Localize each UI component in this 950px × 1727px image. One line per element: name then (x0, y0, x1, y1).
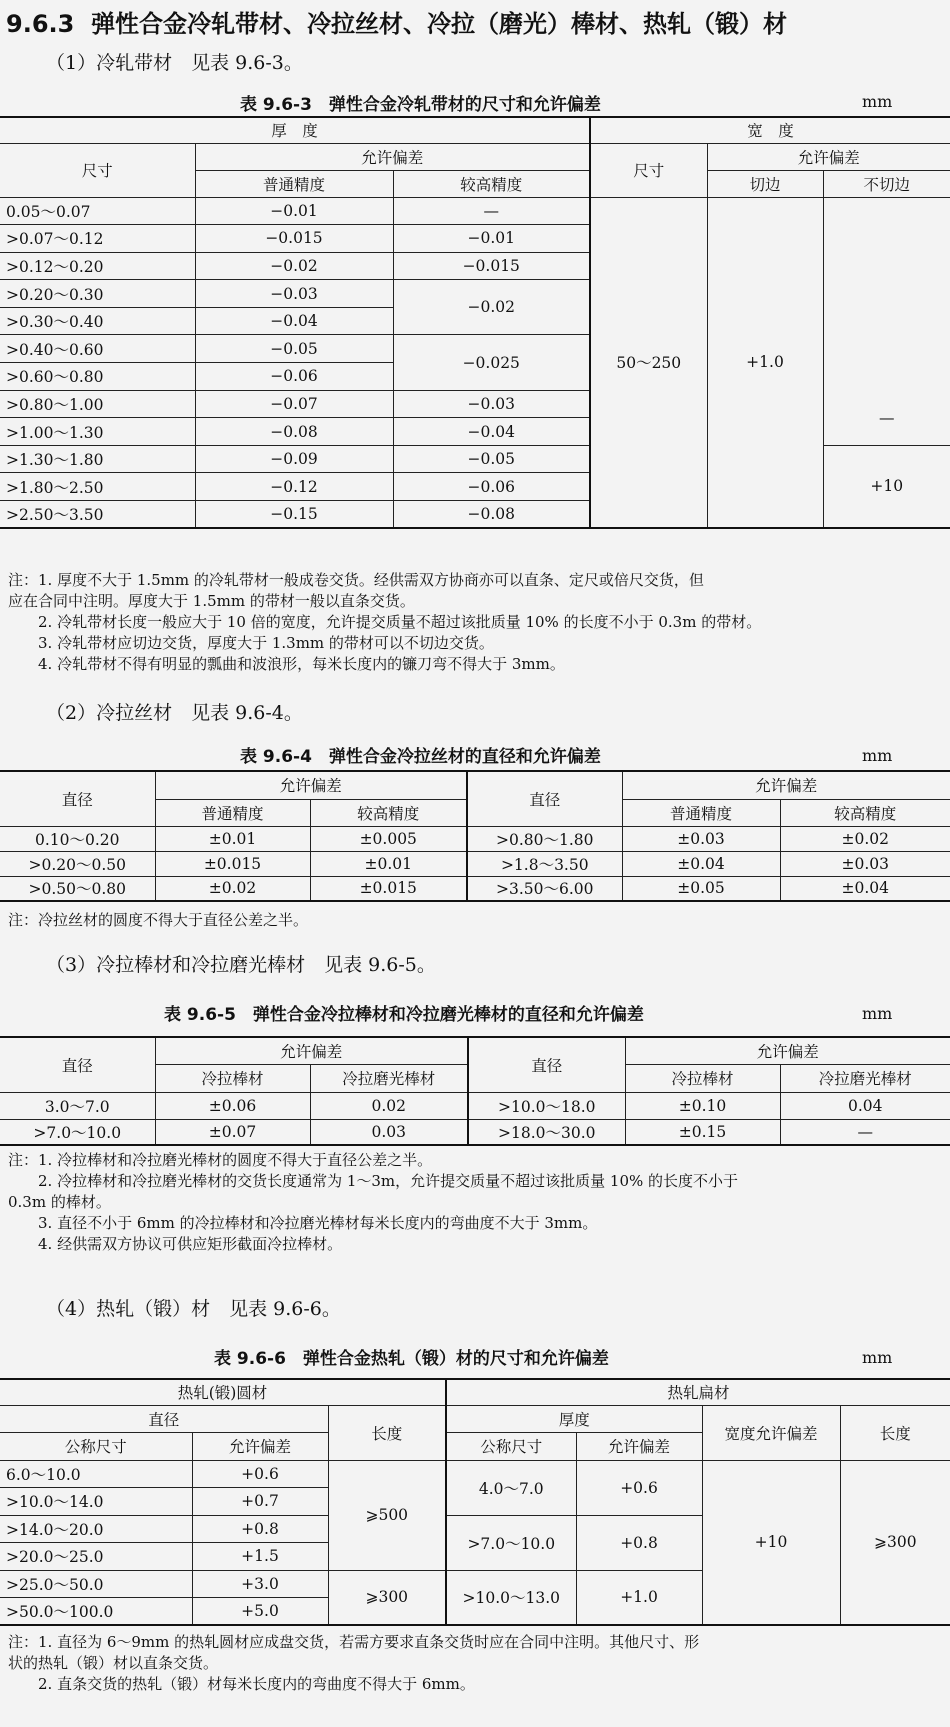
note-line: 0.3m 的棒材。 (8, 1193, 111, 1211)
cell-round-size: >14.0～20.0 (0, 1515, 192, 1543)
cell-round-size: 6.0～10.0 (0, 1460, 192, 1488)
th-diameter-2: 直径 (467, 771, 622, 826)
cell-length-2: ⩾300 (840, 1460, 950, 1625)
cell-high: −0.015 (393, 252, 590, 280)
cell-size: >0.60～0.80 (0, 363, 195, 391)
cell-high: — (393, 197, 590, 225)
note-line: 注：1. 厚度不大于 1.5mm 的冷轧带材一般成卷交货。经供需双方协商亦可以直条、定尺或倍尺交货，但 (8, 571, 704, 589)
cell-flat-tol: +0.6 (576, 1460, 702, 1515)
th-cut: 切边 (707, 170, 823, 197)
cell-round-size: >25.0～50.0 (0, 1570, 192, 1598)
cell-normal: ±0.01 (155, 826, 310, 851)
cell-high: −0.03 (393, 390, 590, 418)
cell-normal: −0.02 (195, 252, 393, 280)
note-line: 2. 冷轧带材长度一般应大于 10 倍的宽度，允许提交质量不超过该批质量 10% 的长度不小于 0.3m 的带材。 (38, 613, 762, 631)
th-width-tolerance: 宽度允许偏差 (702, 1405, 840, 1460)
th-tolerance-2: 允许偏差 (622, 771, 950, 799)
cell-diameter: 3.0～7.0 (0, 1092, 155, 1119)
cell-round-tol: +0.7 (192, 1488, 328, 1516)
cell-diameter: >3.50～6.00 (467, 876, 622, 901)
note-line: 2. 冷拉棒材和冷拉磨光棒材的交货长度通常为 1～3m，允许提交质量不超过该批质量 10% 的长度不小于 (38, 1172, 739, 1190)
cell-length-b: ⩾300 (328, 1570, 446, 1625)
notes-966 (8, 1632, 948, 1695)
th-width: 宽 度 (590, 117, 950, 143)
cell-diameter: >0.50～0.80 (0, 876, 155, 901)
note-line: 3. 直径不小于 6mm 的冷拉棒材和冷拉磨光棒材每米长度内的弯曲度不大于 3mm。 (38, 1214, 598, 1232)
table-966 (0, 1378, 950, 1626)
cell-high: −0.06 (393, 473, 590, 501)
note-line: 注：1. 冷拉棒材和冷拉磨光棒材的圆度不得大于直径公差之半。 (8, 1151, 433, 1169)
cell-high: −0.04 (393, 418, 590, 446)
section-heading (6, 4, 787, 39)
cell-high: −0.02 (393, 280, 590, 335)
cell-size: >0.07～0.12 (0, 225, 195, 253)
cell-polished: 0.03 (310, 1119, 468, 1145)
cell-normal: −0.12 (195, 473, 393, 501)
cell-high: ±0.03 (780, 851, 950, 876)
th-polished: 冷拉磨光棒材 (310, 1064, 468, 1092)
table-963-caption: 表 9.6-3 弹性合金冷轧带材的尺寸和允许偏差 (240, 95, 601, 115)
cell-size: >1.30～1.80 (0, 445, 195, 473)
cell-size: >0.12～0.20 (0, 252, 195, 280)
th-normal: 普通精度 (155, 799, 310, 826)
cell-size: >0.30～0.40 (0, 307, 195, 335)
cell-high: −0.025 (393, 335, 590, 390)
note-line: 2. 直条交货的热轧（锻）材每米长度内的弯曲度不得大于 6mm。 (38, 1675, 475, 1693)
cell-normal: ±0.015 (155, 851, 310, 876)
th-nominal-2: 公称尺寸 (446, 1432, 576, 1460)
th-tolerance-2: 允许偏差 (625, 1037, 950, 1064)
table-964-caption: 表 9.6-4 弹性合金冷拉丝材的直径和允许偏差 (240, 747, 601, 767)
cell-high: ±0.005 (310, 826, 467, 851)
notes-963 (8, 570, 948, 675)
note-line: 4. 冷轧带材不得有明显的瓢曲和波浪形，每米长度内的镰刀弯不得大于 3mm。 (38, 655, 565, 673)
cell-normal: −0.04 (195, 307, 393, 335)
th-normal: 普通精度 (195, 170, 393, 197)
cell-high: ±0.015 (310, 876, 467, 901)
th-bar: 冷拉棒材 (155, 1064, 310, 1092)
th-thickness: 厚 度 (0, 117, 590, 143)
cell-normal: ±0.05 (622, 876, 780, 901)
th-thickness: 厚度 (446, 1405, 702, 1432)
th-diameter: 直径 (0, 1037, 155, 1092)
th-length: 长度 (328, 1405, 446, 1460)
cell-round-tol: +0.8 (192, 1515, 328, 1543)
th-round: 热轧(锻)圆材 (0, 1379, 446, 1405)
cell-round-size: >20.0～25.0 (0, 1543, 192, 1571)
cell-diameter: >0.80～1.80 (467, 826, 622, 851)
cell-normal: −0.15 (195, 501, 393, 529)
cell-normal: −0.015 (195, 225, 393, 253)
subsection-2: （2）冷拉丝材 见表 9.6-4。 (46, 702, 303, 724)
cell-flat-size: >7.0～10.0 (446, 1515, 576, 1570)
th-diameter: 直径 (0, 1405, 328, 1432)
cell-round-size: >50.0～100.0 (0, 1598, 192, 1626)
table-965-caption: 表 9.6-5 弹性合金冷拉棒材和冷拉磨光棒材的直径和允许偏差 (164, 1005, 644, 1025)
cell-size: >0.40～0.60 (0, 335, 195, 363)
note-line: 注：冷拉丝材的圆度不得大于直径公差之半。 (8, 911, 309, 929)
th-flat: 热轧扁材 (446, 1379, 950, 1405)
cell-high: −0.05 (393, 445, 590, 473)
cell-width-tol: +10 (702, 1460, 840, 1625)
th-width-tolerance: 允许偏差 (707, 143, 950, 170)
cell-size: >1.80～2.50 (0, 473, 195, 501)
cell-flat-size: 4.0～7.0 (446, 1460, 576, 1515)
cell-round-tol: +0.6 (192, 1460, 328, 1488)
th-tolerance: 允许偏差 (195, 143, 590, 170)
cell-size: >1.00～1.30 (0, 418, 195, 446)
cell-diameter: >10.0～18.0 (468, 1092, 625, 1119)
cell-width-uncut-b: +10 (823, 445, 950, 528)
cell-normal: ±0.02 (155, 876, 310, 901)
cell-diameter: >0.20～0.50 (0, 851, 155, 876)
subsection-4: （4）热轧（锻）材 见表 9.6-6。 (46, 1298, 341, 1320)
cell-normal: −0.01 (195, 197, 393, 225)
cell-bar: ±0.15 (625, 1119, 780, 1145)
table-965-unit: mm (862, 1004, 893, 1023)
th-normal-2: 普通精度 (622, 799, 780, 826)
cell-high: −0.01 (393, 225, 590, 253)
cell-polished: — (780, 1119, 950, 1145)
notes-964 (8, 910, 308, 931)
cell-size: >0.20～0.30 (0, 280, 195, 308)
note-line: 3. 冷轧带材应切边交货，厚度大于 1.3mm 的带材可以不切边交货。 (38, 634, 494, 652)
th-uncut: 不切边 (823, 170, 950, 197)
cell-high: ±0.02 (780, 826, 950, 851)
th-tolerance: 允许偏差 (155, 771, 467, 799)
cell-width-size: 50～250 (590, 197, 707, 528)
th-tolerance: 允许偏差 (192, 1432, 328, 1460)
cell-diameter: 0.10～0.20 (0, 826, 155, 851)
notes-965 (8, 1150, 948, 1255)
th-polished-2: 冷拉磨光棒材 (780, 1064, 950, 1092)
cell-polished: 0.04 (780, 1092, 950, 1119)
cell-size: 0.05～0.07 (0, 197, 195, 225)
cell-normal: −0.08 (195, 418, 393, 446)
th-bar-2: 冷拉棒材 (625, 1064, 780, 1092)
note-line: 4. 经供需双方协议可供应矩形截面冷拉棒材。 (38, 1235, 343, 1253)
cell-size: >0.80～1.00 (0, 390, 195, 418)
note-line: 状的热轧（锻）材以直条交货。 (8, 1654, 219, 1672)
section-number: 9.6.3 (6, 10, 75, 38)
table-964 (0, 770, 950, 902)
cell-high: −0.08 (393, 501, 590, 529)
th-size: 尺寸 (0, 143, 195, 197)
cell-bar: ±0.10 (625, 1092, 780, 1119)
th-nominal: 公称尺寸 (0, 1432, 192, 1460)
table-963-unit: mm (862, 92, 893, 111)
th-tolerance: 允许偏差 (155, 1037, 468, 1064)
cell-length-a: ⩾500 (328, 1460, 446, 1570)
note-line: 注：1. 直径为 6～9mm 的热轧圆材应成盘交货，若需方要求直条交货时应在合同中注明。其他尺寸、形 (8, 1633, 700, 1651)
cell-round-size: >10.0～14.0 (0, 1488, 192, 1516)
th-diameter-2: 直径 (468, 1037, 625, 1092)
th-high-2: 较高精度 (780, 799, 950, 826)
cell-flat-tol: +0.8 (576, 1515, 702, 1570)
cell-normal: −0.09 (195, 445, 393, 473)
cell-normal: −0.07 (195, 390, 393, 418)
section-title: 弹性合金冷轧带材、冷拉丝材、冷拉（磨光）棒材、热轧（锻）材 (91, 10, 788, 38)
cell-normal: −0.05 (195, 335, 393, 363)
th-diameter: 直径 (0, 771, 155, 826)
cell-round-tol: +3.0 (192, 1570, 328, 1598)
cell-normal: −0.06 (195, 363, 393, 391)
cell-diameter: >1.8～3.50 (467, 851, 622, 876)
th-width-size: 尺寸 (590, 143, 707, 197)
table-965 (0, 1036, 950, 1146)
cell-width-cut: +1.0 (707, 197, 823, 528)
table-963 (0, 116, 950, 529)
th-high: 较高精度 (310, 799, 467, 826)
cell-high: ±0.04 (780, 876, 950, 901)
cell-round-tol: +1.5 (192, 1543, 328, 1571)
cell-normal: ±0.03 (622, 826, 780, 851)
th-tolerance-2: 允许偏差 (576, 1432, 702, 1460)
cell-diameter: >7.0～10.0 (0, 1119, 155, 1145)
cell-normal: −0.03 (195, 280, 393, 308)
subsection-1: （1）冷轧带材 见表 9.6-3。 (46, 52, 303, 74)
th-length-2: 长度 (840, 1405, 950, 1460)
cell-width-uncut-a: — (823, 197, 950, 445)
cell-round-tol: +5.0 (192, 1598, 328, 1626)
th-high: 较高精度 (393, 170, 590, 197)
cell-diameter: >18.0～30.0 (468, 1119, 625, 1145)
table-966-unit: mm (862, 1348, 893, 1367)
cell-bar: ±0.06 (155, 1092, 310, 1119)
cell-flat-tol: +1.0 (576, 1570, 702, 1625)
cell-size: >2.50～3.50 (0, 501, 195, 529)
subsection-3: （3）冷拉棒材和冷拉磨光棒材 见表 9.6-5。 (46, 954, 436, 976)
note-line: 应在合同中注明。厚度大于 1.5mm 的带材一般以直条交货。 (8, 592, 415, 610)
table-966-caption: 表 9.6-6 弹性合金热轧（锻）材的尺寸和允许偏差 (214, 1349, 609, 1369)
cell-high: ±0.01 (310, 851, 467, 876)
cell-polished: 0.02 (310, 1092, 468, 1119)
cell-flat-size: >10.0～13.0 (446, 1570, 576, 1625)
cell-normal: ±0.04 (622, 851, 780, 876)
cell-bar: ±0.07 (155, 1119, 310, 1145)
table-964-unit: mm (862, 746, 893, 765)
